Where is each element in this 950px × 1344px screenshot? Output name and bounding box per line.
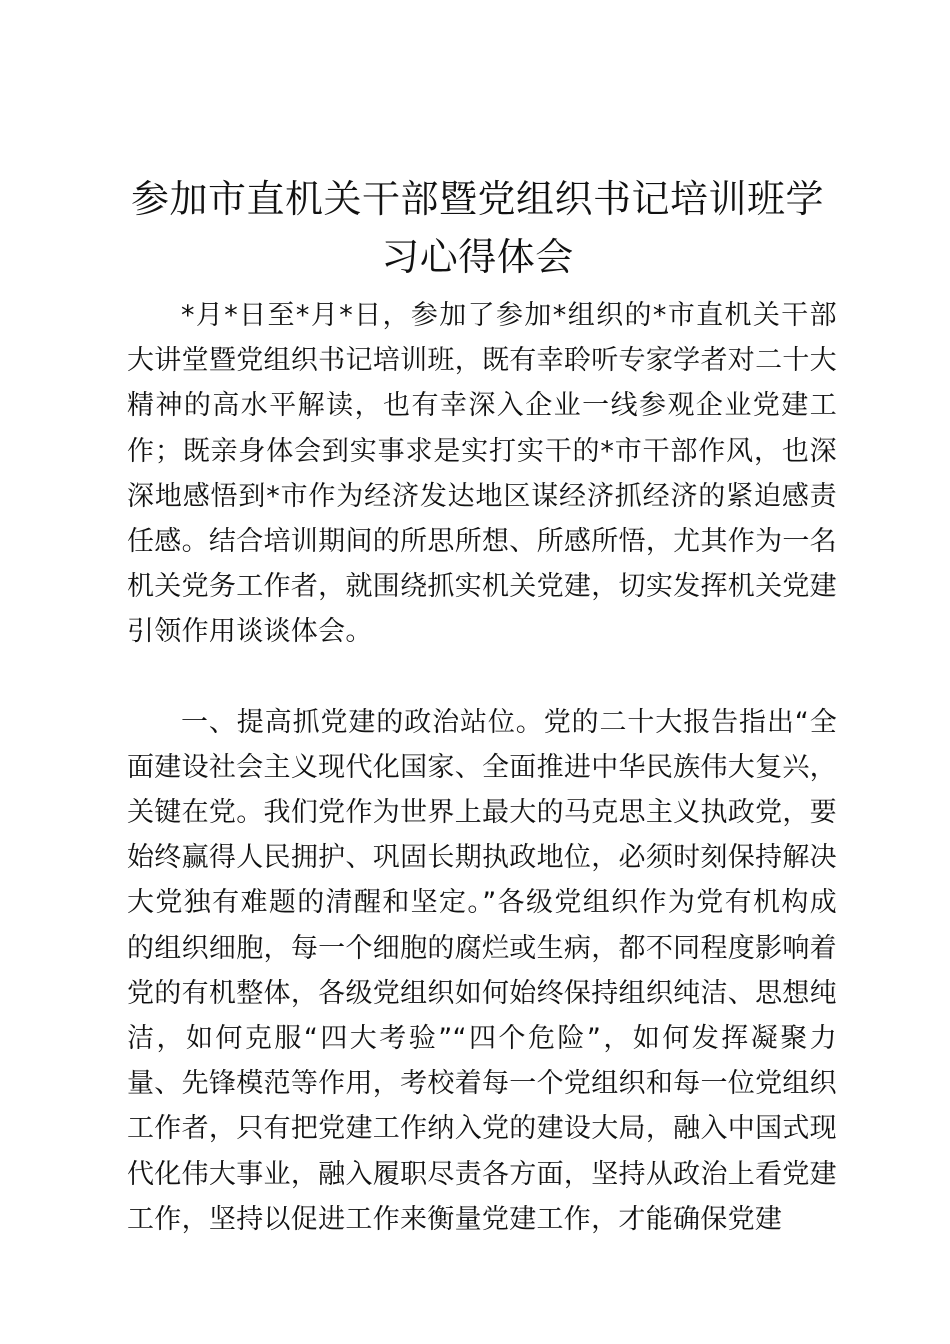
document-body [127, 293, 837, 1242]
paragraph-intro: *月*日至*月*日，参加了参加*组织的*市直机关干部大讲堂暨党组织书记培训班，既有幸聆听专家学者对二十大精神的高水平解读，也有幸深入企业一线参观企业党建工作；既亲身体会到实事求是实打实干的*市干部作风，也深深地感悟到*市作为经济发达地区谋经济抓经济的紧迫感责任感。结合培训期间的所思所想、所感所悟，尤其作为一名机关党务工作者，就围绕抓实机关党建，切实发挥机关党建引领作用谈谈体会。 [127, 300, 837, 648]
document-title: 参加市直机关干部暨党组织书记培训班学习心得体会 [130, 177, 824, 279]
paragraph-section-1: 一、提高抓党建的政治站位。党的二十大报告指出“全面建设社会主义现代化国家、全面推进中华民族伟大复兴，关键在党。我们党作为世界上最大的马克思主义执政党，要始终赢得人民拥护、巩固长期执政地位，必须时刻保持解决大党独有难题的清醒和坚定。”各级党组织作为党有机构成的组织细胞，每一个细胞的腐烂或生病，都不同程度影响着党的有机整体，各级党组织如何始终保持组织纯洁、思想纯洁，如何克服“四大考验”“四个危险”，如何发挥凝聚力量、先锋模范等作用，考校着每一个党组织和每一位党组织工作者，只有把党建工作纳入党的建设大局，融入中国式现代化伟大事业，融入履职尽责各方面，坚持从政治上看党建工作，坚持以促进工作来衡量党建工作，才能确保党建 [127, 706, 837, 1235]
